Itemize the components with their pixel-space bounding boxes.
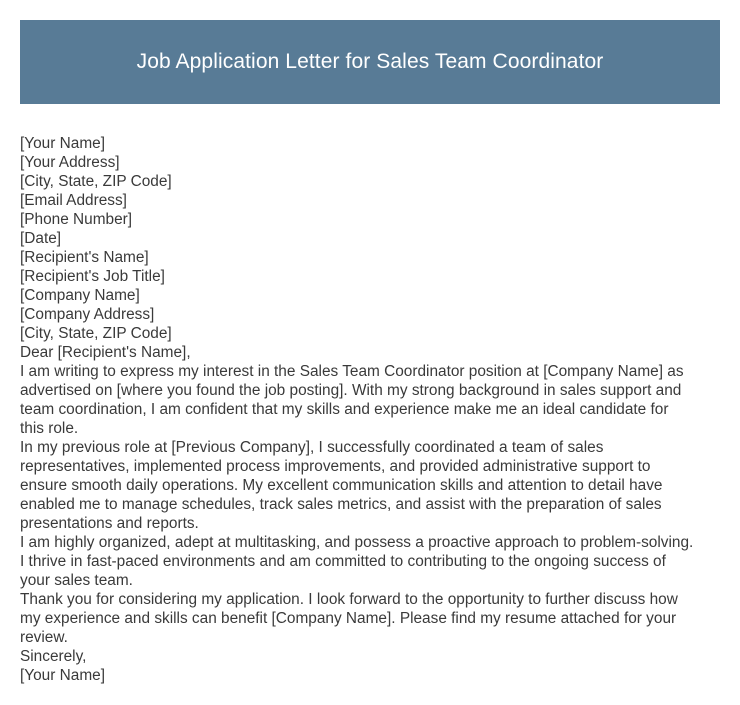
paragraph-line: In my previous role at [Previous Company], I successfully coordinated a team of sales: [20, 439, 604, 456]
title-banner: [20, 20, 720, 104]
paragraph-closing: [20, 590, 722, 647]
signature: [Your Name]: [20, 667, 105, 684]
paragraph-line: I am highly organized, adept at multitasking, and possess a proactive approach to problem-solving.: [20, 534, 694, 551]
paragraph-line: I thrive in fast-paced environments and am committed to contributing to the ongoing success of: [20, 553, 666, 570]
paragraph-qualities: [20, 533, 722, 590]
paragraph-line: review.: [20, 629, 68, 646]
sender-city-state-zip: [City, State, ZIP Code]: [20, 173, 172, 190]
paragraph-line: I am writing to express my interest in the Sales Team Coordinator position at [Company Name] as: [20, 363, 684, 380]
recipient-job-title: [Recipient's Job Title]: [20, 268, 165, 285]
salutation: Dear [Recipient's Name],: [20, 344, 191, 361]
letter-body: [20, 134, 722, 685]
paragraph-line: presentations and reports.: [20, 515, 199, 532]
letter-date: [Date]: [20, 230, 62, 247]
sender-phone: [Phone Number]: [20, 211, 133, 228]
closing: Sincerely,: [20, 648, 87, 665]
paragraph-line: team coordination, I am confident that my skills and experience make me an ideal candidate for: [20, 401, 669, 418]
sender-name: [Your Name]: [20, 135, 105, 152]
recipient-city-state-zip: [City, State, ZIP Code]: [20, 325, 172, 342]
paragraph-line: ensure smooth daily operations. My excellent communication skills and attention to detail have: [20, 477, 663, 494]
page-title: Job Application Letter for Sales Team Coordinator: [136, 50, 604, 73]
paragraph-line: my experience and skills can benefit [Company Name]. Please find my resume attached for your: [20, 610, 677, 627]
recipient-company-address: [Company Address]: [20, 306, 155, 323]
paragraph-line: enabled me to manage schedules, track sales metrics, and assist with the preparation of sales: [20, 496, 662, 513]
recipient-name: [Recipient's Name]: [20, 249, 149, 266]
paragraph-line: advertised on [where you found the job posting]. With my strong background in sales support and: [20, 382, 682, 399]
paragraph-line: this role.: [20, 420, 79, 437]
paragraph-introduction: [20, 362, 722, 438]
recipient-company: [Company Name]: [20, 287, 140, 304]
sender-address: [Your Address]: [20, 154, 120, 171]
paragraph-experience: [20, 438, 722, 533]
sender-email: [Email Address]: [20, 192, 127, 209]
paragraph-line: Thank you for considering my application. I look forward to the opportunity to further discuss how: [20, 591, 678, 608]
paragraph-line: your sales team.: [20, 572, 133, 589]
paragraph-line: representatives, implemented process improvements, and provided administrative support to: [20, 458, 651, 475]
